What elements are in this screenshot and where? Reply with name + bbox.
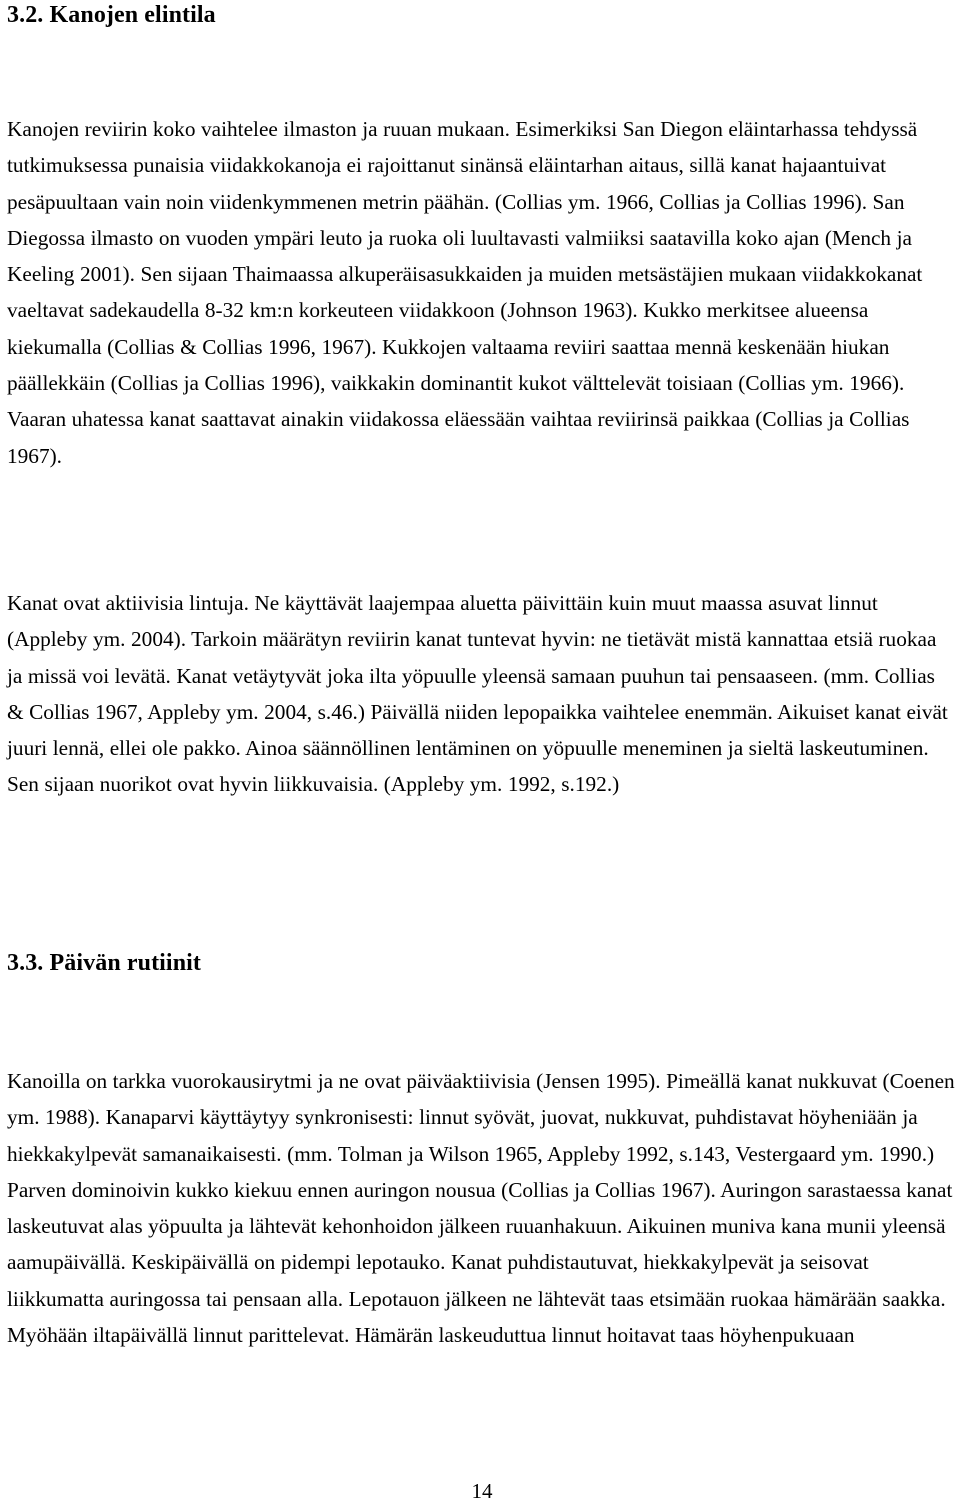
page-number: 14	[471, 1479, 493, 1503]
section-heading-elintila: 3.2. Kanojen elintila	[7, 2, 216, 28]
paragraph-aktiivisuus: Kanat ovat aktiivisia lintuja. Ne käyttävät laajempaa aluetta päivittäin kuin muut maassa asuvat linnut (Appleby ym. 2004). Tarkoin määrätyn reviirin kanat tuntevat hyvin: ne tietävät mistä kannattaa etsiä ruokaa ja missä voi levätä. Kanat vetäytyvät joka ilta yöpuulle yleensä samaan puuhun tai pensaaseen. (mm. Collias & Collias 1967, Appleby ym. 2004, s.46.) Päivällä niiden lepopaikka vaihtelee enemmän. Aikuiset kanat eivät juuri lennä, ellei ole pakko. Ainoa säännöllinen lentäminen on yöpuulle meneminen ja sieltä laskeutuminen. Sen sijaan nuorikot ovat hyvin liikkuvaisia. (Appleby ym. 1992, s.192.)	[7, 591, 948, 797]
section-heading-rutiinit: 3.3. Päivän rutiinit	[7, 950, 202, 976]
paragraph-vuorokausirytmi: Kanoilla on tarkka vuorokausirytmi ja ne ovat päiväaktiivisia (Jensen 1995). Pimeällä kanat nukkuvat (Coenen ym. 1988). Kanaparvi käyttäytyy synkronisesti: linnut syövät, juovat, nukkuvat, puhdistavat höyheniään ja hiekkakylpevät samanaikaisesti. (mm. Tolman ja Wilson 1965, Appleby 1992, s.143, Vestergaard ym. 1990.) Parven dominoivin kukko kiekuu ennen auringon nousua (Collias ja Collias 1967). Auringon sarastaessa kanat laskeutuvat alas yöpuulta ja lähtevät kehonhoidon jälkeen ruuanhakuun. Aikuinen muniva kana munii yleensä aamupäivällä. Keskipäivällä on pidempi lepotauko. Kanat puhdistautuvat, hiekkakylpevät ja seisovat liikkumatta auringossa tai pensaan alla. Lepotauon jälkeen ne lähtevät taas etsimään ruokaa hämärään saakka. Myöhään iltapäivällä linnut parittelevat. Hämärän laskeuduttua linnut hoitavat taas höyhenpukuaan	[7, 1069, 955, 1348]
paragraph-reviiri: Kanojen reviirin koko vaihtelee ilmaston ja ruuan mukaan. Esimerkiksi San Diegon eläintarhassa tehdyssä tutkimuksessa punaisia viidakkokanoja ei rajoittanut sinänsä eläintarhan aitaus, sillä kanat hajaantuivat pesäpuultaan vain noin viidenkymmenen metrin päähän. (Collias ym. 1966, Collias ja Collias 1996). San Diegossa ilmasto on vuoden ympäri leuto ja ruoka oli luultavasti valmiiksi saatavilla koko ajan (Mench ja Keeling 2001). Sen sijaan Thaimaassa alkuperäisasukkaiden ja muiden metsästäjien mukaan viidakkokanat vaeltavat sadekaudella 8-32 km:n korkeuteen viidakkoon (Johnson 1963). Kukko merkitsee alueensa kiekumalla (Collias & Collias 1996, 1967). Kukkojen valtaama reviiri saattaa mennä keskenään hiukan päällekkäin (Collias ja Collias 1996), vaikkakin dominantit kukot välttelevät toisiaan (Collias ym. 1966). Vaaran uhatessa kanat saattavat ainakin viidakossa eläessään vaihtaa reviirinsä paikkaa (Collias ja Collias 1967).	[7, 117, 923, 468]
